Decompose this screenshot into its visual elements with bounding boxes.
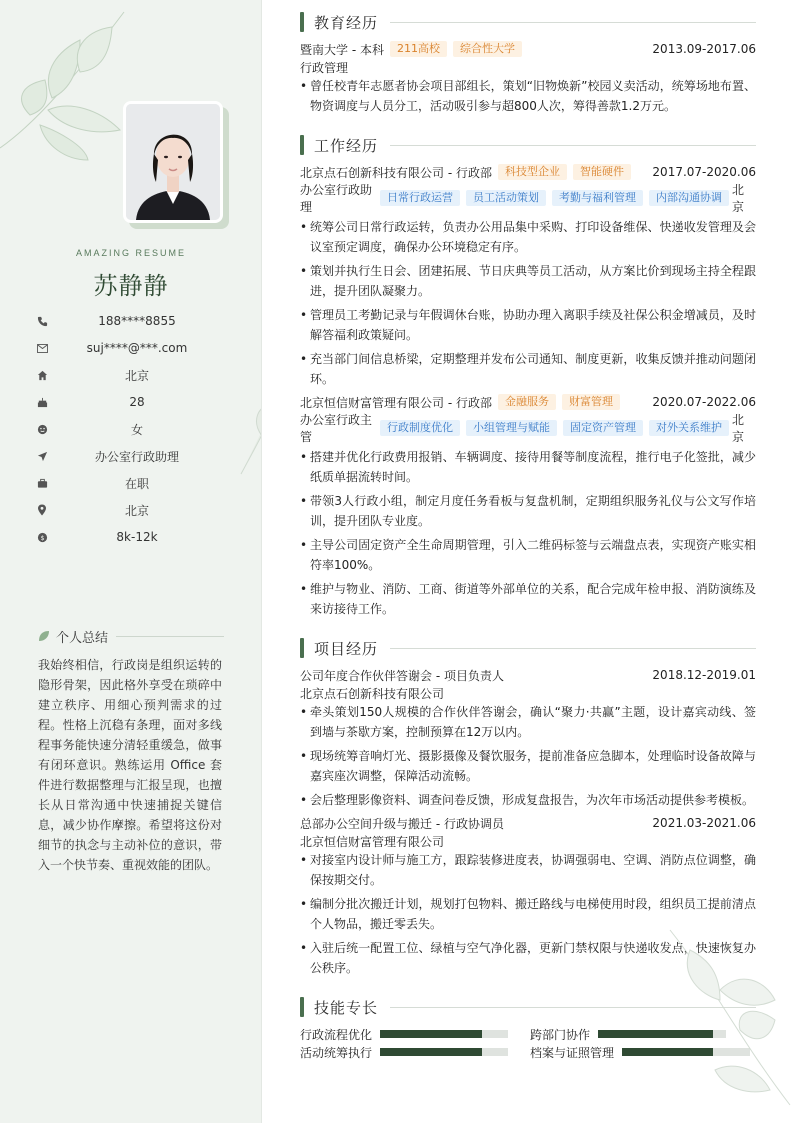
- education-date: 2013.09-2017.06: [652, 42, 756, 56]
- section-title: 技能专长: [314, 998, 379, 1017]
- status-value: 在职: [124, 476, 149, 491]
- summary-title: 个人总结: [56, 630, 109, 646]
- major: 行政管理: [300, 61, 349, 75]
- skill-item: [300, 1044, 508, 1060]
- sidebar: [0, 0, 262, 1123]
- skill-tag: 小组管理与赋能: [466, 420, 557, 436]
- summary-heading: [38, 626, 224, 646]
- job-date: 2020.07-2022.06: [652, 395, 756, 409]
- job-role: 办公室行政主管: [300, 413, 373, 444]
- info-gender: [36, 420, 236, 438]
- section-bar: [300, 997, 304, 1017]
- job-bullet: • 主导公司固定资产全生命周期管理，引入二维码标签与云端盘点表，实现资产账实相符率100%。: [300, 535, 756, 575]
- skill-tag: 行政制度优化: [380, 420, 460, 436]
- project-bullet: • 牵头策划150人规模的合作伙伴答谢会，确认“聚力·共赢”主题，设计嘉宾动线、签到墙与茶歇方案，控制预算在12万以内。: [300, 702, 756, 742]
- job-bullet: • 带领3人行政小组，制定月度任务看板与复盘机制，定期组织服务礼仪与公文写作培训，提升团队专业度。: [300, 491, 756, 531]
- job-header: [300, 163, 756, 181]
- section-title: 工作经历: [314, 136, 379, 155]
- project-date: 2018.12-2019.01: [652, 668, 756, 682]
- job-bullet: • 策划并执行生日会、团建拓展、节日庆典等员工活动，从方案比价到现场主持全程跟进，提升团队凝聚力。: [300, 261, 756, 301]
- job-header: [300, 393, 756, 411]
- info-status: [36, 474, 236, 492]
- job-bullet: • 充当部门间信息桥梁，定期整理并发布公司通知、制度更新，收集反馈并推动问题闭环。: [300, 349, 756, 389]
- job-bullet: • 搭建并优化行政费用报销、车辆调度、接待用餐等制度流程，推行电子化签批，减少纸质单据流转时间。: [300, 447, 756, 487]
- skill-bar-fill: [380, 1030, 482, 1038]
- project-date: 2021.03-2021.06: [652, 816, 756, 830]
- skill-bar: [380, 1030, 508, 1038]
- skill-name: 行政流程优化: [300, 1027, 373, 1042]
- skill-item: [300, 1026, 508, 1042]
- project-name: 总部办公空间升级与搬迁 - 行政协调员: [300, 816, 504, 831]
- summary-text: 我始终相信，行政岗是组织运转的隐形骨架，因此格外享受在琐碎中建立秩序、用细心预判需求的过程。性格上沉稳有条理，面对多线程事务能快速分清轻重缓急，做事有闭环意识。熟练运用 Office 套件进行数据整理与汇报呈现，也擅长从日常沟通中快速捕捉关键信息，减少协作摩擦。希望将这份对细节的执念与主动补位的意识，带入一个快节奏、重视效能的团队。: [38, 658, 222, 872]
- education-row: [300, 40, 756, 58]
- info-residence: [36, 366, 236, 384]
- section-work-heading: [300, 134, 756, 156]
- target-position-value: 办公室行政助理: [94, 449, 179, 464]
- avatar: [123, 101, 223, 223]
- job-date: 2017.07-2020.06: [652, 165, 756, 179]
- section-education-heading: [300, 11, 756, 33]
- skill-tag: 日常行政运营: [380, 190, 460, 206]
- divider: [390, 22, 756, 23]
- project-bullet: • 编制分批次搬迁计划，规划打包物料、搬迁路线与电梯使用时段，组织员工提前清点个人物品，搬迁零丢失。: [300, 894, 756, 934]
- project-bullet: • 入驻后统一配置工位、绿植与空气净化器，更新门禁权限与快递收发点，快速恢复办公秩序。: [300, 938, 756, 978]
- brand-label: AMAZING RESUME: [75, 248, 186, 258]
- divider: [390, 145, 756, 146]
- info-phone: [36, 312, 236, 330]
- section-title: 项目经历: [314, 639, 379, 658]
- company-tag: 财富管理: [562, 394, 620, 410]
- skill-tag: 员工活动策划: [466, 190, 546, 206]
- project-org: 北京恒信财富管理有限公司: [300, 835, 445, 849]
- job-city: 北京: [732, 413, 745, 444]
- info-email: [36, 339, 236, 357]
- skill-tag: 固定资产管理: [563, 420, 643, 436]
- company-tag: 智能硬件: [573, 164, 631, 180]
- company-name: 北京恒信财富管理有限公司 - 行政部: [300, 395, 492, 410]
- info-target-position: [36, 447, 236, 465]
- job-role: 办公室行政助理: [300, 183, 373, 214]
- project-name: 公司年度合作伙伴答谢会 - 项目负责人: [300, 668, 504, 683]
- skill-name: 档案与证照管理: [530, 1045, 615, 1060]
- skill-bar: [380, 1048, 508, 1056]
- section-projects-heading: [300, 637, 756, 659]
- leaf-decoration-icon: [0, 0, 140, 170]
- school-tag: 211高校: [390, 41, 447, 57]
- section-bar: [300, 12, 304, 32]
- project-bullet: • 对接室内设计师与施工方，跟踪装修进度表，协调强弱电、空调、消防点位调整，确保按期交付。: [300, 850, 756, 890]
- skill-name: 活动统筹执行: [300, 1045, 373, 1060]
- job-bullet: • 管理员工考勤记录与年假调休台账，协助办理入离职手续及社保公积金增减员，及时解答福利政策疑问。: [300, 305, 756, 345]
- company-tag: 科技型企业: [498, 164, 567, 180]
- age-value: 28: [129, 395, 145, 409]
- phone-value: 188****8855: [98, 314, 176, 328]
- skill-tag: 考勤与福利管理: [552, 190, 643, 206]
- section-title: 教育经历: [314, 13, 379, 32]
- job-skill-tags: [380, 420, 735, 436]
- candidate-name: 苏静静: [93, 272, 169, 300]
- leaf-decoration-icon: [660, 920, 794, 1110]
- info-location: [36, 501, 236, 519]
- job-city: 北京: [732, 183, 745, 214]
- section-bar: [300, 135, 304, 155]
- leaf-decoration-icon: [236, 366, 262, 476]
- location-value: 北京: [124, 503, 149, 518]
- job-bullet: • 统筹公司日常行政运转，负责办公用品集中采购、打印设备维保、快递收发管理及会议室预定调度，确保办公环境稳定有序。: [300, 217, 756, 257]
- residence-value: 北京: [124, 368, 149, 383]
- info-age: [36, 393, 236, 411]
- project-header: [300, 814, 756, 832]
- school-name: 暨南大学 - 本科: [300, 42, 384, 57]
- divider: [116, 636, 224, 637]
- leaf-icon: [38, 630, 50, 642]
- project-bullet: • 会后整理影像资料、调查问卷反馈，形成复盘报告，为次年市场活动提供参考模板。: [300, 790, 756, 810]
- skill-tag: 对外关系维护: [649, 420, 729, 436]
- school-tag: 综合性大学: [453, 41, 522, 57]
- salary-value: 8k-12k: [116, 530, 158, 544]
- project-header: [300, 666, 756, 684]
- profile-photo: [123, 101, 223, 223]
- job-role-row: [300, 182, 756, 216]
- svg-text:$: $: [39, 533, 45, 542]
- info-salary: [36, 528, 236, 546]
- company-name: 北京点石创新科技有限公司 - 行政部: [300, 165, 492, 180]
- section-bar: [300, 638, 304, 658]
- portrait-image: [126, 104, 220, 220]
- skill-bar-fill: [380, 1048, 482, 1056]
- company-tag: 金融服务: [498, 394, 556, 410]
- email-value: suj****@***.com: [86, 341, 188, 355]
- skill-name: 跨部门协作: [530, 1027, 591, 1042]
- skill-tag: 内部沟通协调: [649, 190, 729, 206]
- project-org: 北京点石创新科技有限公司: [300, 687, 445, 701]
- divider: [390, 648, 756, 649]
- job-bullet: • 维护与物业、消防、工商、街道等外部单位的关系，配合完成年检申报、消防演练及来访接待工作。: [300, 579, 756, 619]
- gender-value: 女: [130, 422, 143, 437]
- education-bullet: • 曾任校青年志愿者协会项目部组长，策划“旧物焕新”校园义卖活动，统筹场地布置、物资调度与人员分工，活动吸引参与超800人次，筹得善款1.2万元。: [300, 76, 756, 116]
- job-role-row: [300, 412, 756, 446]
- job-skill-tags: [380, 190, 735, 206]
- project-bullet: • 现场统筹音响灯光、摄影摄像及餐饮服务，提前准备应急脚本，处理临时设备故障与嘉宾座次调整，保障活动流畅。: [300, 746, 756, 786]
